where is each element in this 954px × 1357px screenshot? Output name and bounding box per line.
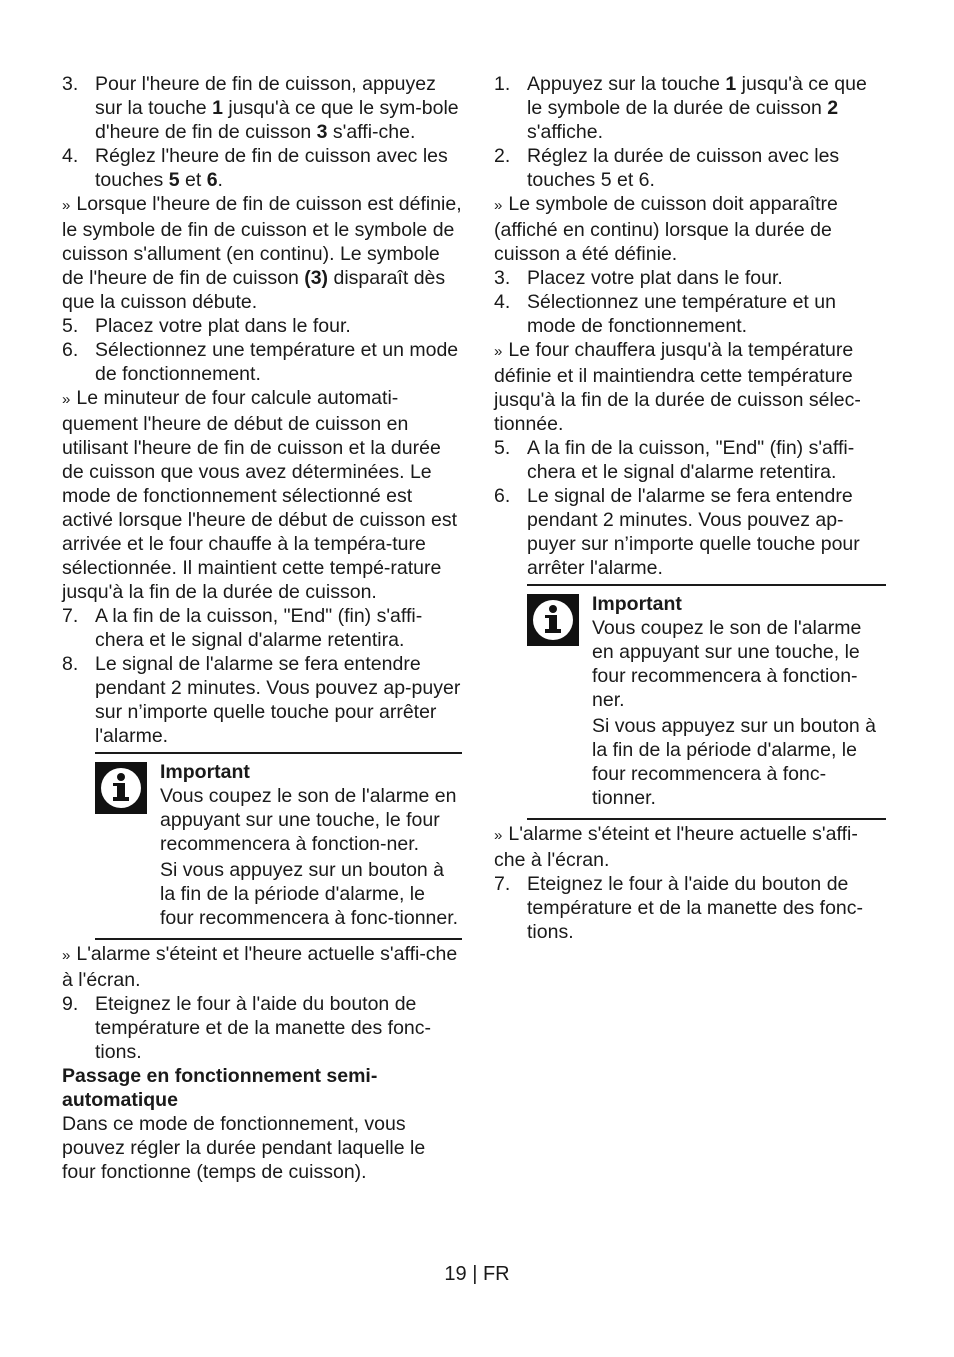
- text-run: Le minuteur de four calcule automati-quement l'heure de début de cuisson en utilisant l'heure de fin de cuisson et la durée de cuisson que vous avez déterminées. Le mode de fonctionnement sélectionné est activé lorsque l'heure de début de cuisson est arrivée et le four chauffe à la tempéra-ture sélectionnée. Il maintient cette tempé-rature jusqu'à la fin de la durée de cuisson.: [62, 387, 458, 603]
- text-run: L'alarme s'éteint et l'heure actuelle s'affi-che à l'écran.: [494, 823, 858, 871]
- result-note: [62, 942, 462, 992]
- text-run: s'affiche.: [527, 121, 603, 143]
- list-number: 5.: [494, 437, 511, 459]
- text-run: L'alarme s'éteint et l'heure actuelle s'affi-che à l'écran.: [62, 943, 458, 991]
- result-note: [62, 386, 462, 604]
- list-item: [494, 72, 886, 144]
- right-column: [494, 72, 886, 944]
- list-number: 5.: [62, 315, 79, 337]
- result-note: [494, 822, 886, 872]
- list-item: [62, 72, 462, 144]
- list-number: 8.: [62, 653, 79, 675]
- important-title: Important: [592, 593, 682, 615]
- text-run: Le symbole de cuisson doit apparaître (affiché en continu) lorsque la durée de cuisson a été définie.: [494, 193, 838, 265]
- bold-run: 1: [212, 97, 223, 119]
- bold-run: 3: [316, 121, 328, 143]
- list-text: Placez votre plat dans le four.: [527, 267, 783, 289]
- list-number: 3.: [62, 73, 79, 95]
- list-item: [62, 144, 462, 192]
- text-run: s'affi-che.: [327, 121, 416, 143]
- important-title: Important: [160, 761, 250, 783]
- bold-run: 5: [168, 169, 180, 191]
- list-item: [494, 290, 886, 338]
- section-heading: Passage en fonctionnement semi-automatique: [62, 1065, 378, 1111]
- list-text: Sélectionnez une température et un mode de fonctionnement.: [527, 291, 836, 337]
- note-marker: »: [62, 391, 71, 408]
- list-text: A la fin de la cuisson, "End" (fin) s'affi-chera et le signal d'alarme retentira.: [527, 437, 855, 483]
- important-box: [527, 584, 886, 820]
- list-item: [494, 872, 886, 944]
- list-text: A la fin de la cuisson, "End" (fin) s'affi-chera et le signal d'alarme retentira.: [95, 605, 423, 651]
- text-run: et: [179, 169, 207, 191]
- result-note: [494, 192, 886, 266]
- divider: [527, 818, 886, 820]
- important-text: Vous coupez le son de l'alarme en appuyant sur une touche, le four recommencera à fonction-ner.: [592, 617, 862, 711]
- list-number: 4.: [494, 291, 511, 313]
- text-run: Le four chauffera jusqu'à la température définie et il maintiendra cette température jusqu'à la fin de la durée de cuisson sélec-tionnée.: [494, 339, 861, 435]
- list-text: Eteignez le four à l'aide du bouton de température et de la manette des fonc-tions.: [95, 993, 432, 1063]
- list-text: Le signal de l'alarme se fera entendre pendant 2 minutes. Vous pouvez ap-puyer sur n’importe quelle touche pour arrêter l'alarme.: [527, 485, 860, 579]
- list-number: 6.: [494, 485, 511, 507]
- important-text: Si vous appuyez sur un bouton à la fin de la période d'alarme, le four recommencera à fonc-tionner.: [592, 715, 877, 809]
- list-item: [62, 338, 462, 386]
- paragraph: Dans ce mode de fonctionnement, vous pouvez régler la durée pendant laquelle le four fonctionne (temps de cuisson).: [62, 1113, 426, 1183]
- list-item: [494, 266, 886, 290]
- note-marker: »: [494, 197, 503, 214]
- list-number: 6.: [62, 339, 79, 361]
- list-text: Réglez la durée de cuisson avec les touches 5 et 6.: [527, 145, 840, 191]
- important-text: Vous coupez le son de l'alarme en appuyant sur une touche, le four recommencera à fonction-ner.: [160, 785, 457, 855]
- text-run: Pour l'heure de fin de cuisson, appuyez sur la touche: [95, 73, 436, 119]
- list-text: Placez votre plat dans le four.: [95, 315, 351, 337]
- info-icon: [95, 762, 147, 814]
- list-item: [62, 314, 462, 338]
- list-text: Eteignez le four à l'aide du bouton de température et de la manette des fonc-tions.: [527, 873, 864, 943]
- list-item: [494, 484, 886, 580]
- text-run: Appuyez sur la touche: [527, 73, 726, 95]
- list-number: 9.: [62, 993, 79, 1015]
- list-number: 1.: [494, 73, 511, 95]
- important-text: Si vous appuyez sur un bouton à la fin de la période d'alarme, le four recommencera à fonc-tionner.: [160, 859, 459, 929]
- list-item: [62, 604, 462, 652]
- list-number: 4.: [62, 145, 79, 167]
- note-marker: »: [62, 947, 71, 964]
- note-marker: »: [62, 197, 71, 214]
- info-icon: [527, 594, 579, 646]
- list-text: Le signal de l'alarme se fera entendre pendant 2 minutes. Vous pouvez ap-puyer sur n’importe quelle touche pour arrêter l'alarme.: [95, 653, 461, 747]
- list-item: [62, 992, 462, 1064]
- result-note: [494, 338, 886, 436]
- bold-run: 1: [725, 73, 737, 95]
- text-run: Lorsque l'heure de fin de cuisson est définie, le symbole de fin de cuisson et le symbole de cuisson s'allument (en continu). Le symbole de l'heure de fin de cuisson: [62, 193, 462, 289]
- left-column: [62, 72, 462, 1184]
- list-text: [95, 144, 462, 192]
- list-text: [527, 72, 886, 144]
- text-run: Réglez l'heure de fin de cuisson avec les touches: [95, 145, 448, 191]
- bold-run: 2: [827, 97, 839, 119]
- bold-run: 6: [206, 169, 218, 191]
- divider: [95, 938, 462, 940]
- list-text: [95, 72, 462, 144]
- list-number: 2.: [494, 145, 511, 167]
- list-item: [62, 652, 462, 748]
- list-number: 7.: [494, 873, 511, 895]
- text-run: .: [217, 169, 223, 191]
- text-run: jusqu'à ce que le symbole de la durée de cuisson: [527, 73, 867, 119]
- note-marker: »: [494, 343, 503, 360]
- text-run: disparaît dès que la cuisson débute.: [62, 267, 446, 313]
- list-number: 3.: [494, 267, 511, 289]
- list-item: [494, 144, 886, 192]
- text-run: jusqu'à ce que le sym-bole d'heure de fin de cuisson: [95, 97, 459, 143]
- list-text: Sélectionnez une température et un mode de fonctionnement.: [95, 339, 459, 385]
- list-item: [494, 436, 886, 484]
- page-footer: 19 | FR: [444, 1263, 510, 1285]
- bold-run: (3): [304, 267, 329, 289]
- result-note: [62, 192, 462, 314]
- note-marker: »: [494, 827, 503, 844]
- important-box: [95, 752, 462, 940]
- list-number: 7.: [62, 605, 79, 627]
